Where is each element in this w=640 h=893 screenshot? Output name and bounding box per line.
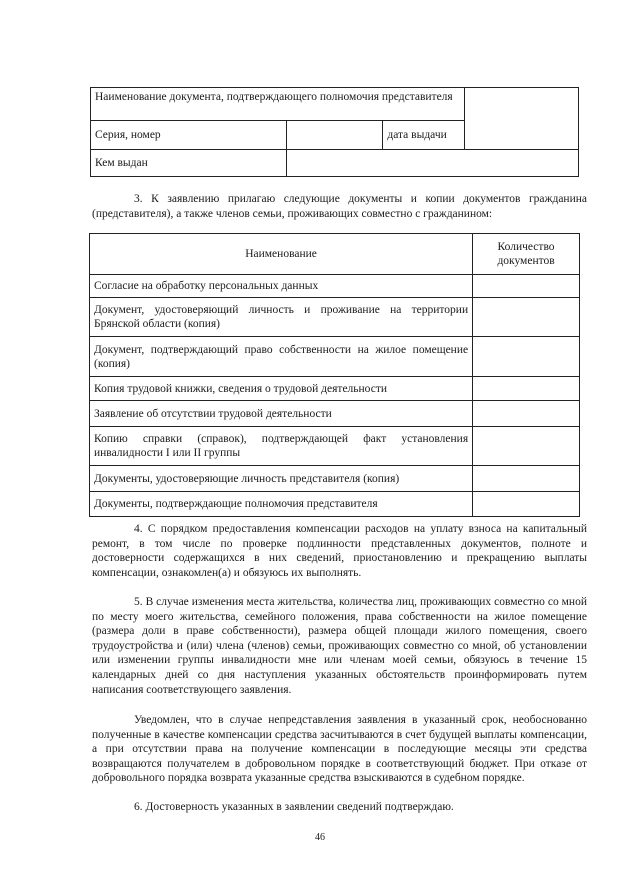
series-number-value[interactable] xyxy=(286,121,383,150)
table-row: Копия трудовой книжки, сведения о трудовой деятельности xyxy=(90,377,473,401)
doc-name-label: Наименование документа, подтверждающего полномочия представителя xyxy=(91,88,465,121)
paragraph-4: 4. С порядком предоставления компенсации расходов на уплату взноса на капитальный ремонт, в том числе по проверке подлинности представленных документов, полноте и достоверности содержащихся в них сведений, приостановлению и прекращению выплаты компенсации, ознакомлен(а) и обязуюсь их выполнять. xyxy=(92,523,587,579)
column-header-count: Количество документов xyxy=(473,234,580,275)
series-number-label: Серия, номер xyxy=(91,121,287,150)
issued-by-label: Кем выдан xyxy=(91,150,287,177)
table-row: Заявление об отсутствии трудовой деятельности xyxy=(90,401,473,427)
issue-date-label: дата выдачи xyxy=(383,121,465,150)
table-row: Документы, удостоверяющие личность представителя (копия) xyxy=(90,466,473,492)
page-number: 46 xyxy=(315,832,325,843)
representative-document-table xyxy=(90,87,579,177)
count-cell[interactable] xyxy=(473,427,580,466)
attached-documents-table xyxy=(89,233,580,517)
table-row: Документ, подтверждающий право собственности на жилое помещение (копия) xyxy=(90,337,473,377)
count-cell[interactable] xyxy=(473,492,580,517)
count-cell[interactable] xyxy=(473,275,580,298)
table-row: Документы, подтверждающие полномочия представителя xyxy=(90,492,473,517)
paragraph-notice: Уведомлен, что в случае непредставления заявления в указанный срок, необоснованно полученные в качестве компенсации средства засчитываются в счет будущей выплаты компенсации, а при отсутствии права на получение компенсации в последующие месяцы эти средства возвращаются получателем в добровольном порядке в соответствующий бюджет. При отказе от добровольного порядка возврата указанные средства взыскиваются в судебном порядке. xyxy=(92,714,587,785)
count-cell[interactable] xyxy=(473,298,580,337)
count-cell[interactable] xyxy=(473,337,580,377)
doc-name-value[interactable] xyxy=(465,88,579,150)
count-cell[interactable] xyxy=(473,466,580,492)
count-cell[interactable] xyxy=(473,377,580,401)
paragraph-6: 6. Достоверность указанных в заявлении сведений подтверждаю. xyxy=(134,801,454,813)
paragraph-5: 5. В случае изменения места жительства, количества лиц, проживающих совместно со мной по месту моего жительства, семейного положения, права собственности на жилое помещение (размера доли в праве собственности), размера общей площади жилого помещения, своего трудоустройства и (или) члена (членов) семьи, проживающих совместно со мной, об установлении или изменении группы инвалидности мне или членам моей семьи, обязуюсь в течение 15 календарных дней со дня наступления указанных обстоятельств проинформировать путем написания соответствующего заявления. xyxy=(92,596,587,696)
paragraph-3: 3. К заявлению прилагаю следующие документы и копии документов гражданина (представителя), а также членов семьи, проживающих совместно с гражданином: xyxy=(92,193,587,220)
table-row: Документ, удостоверяющий личность и проживание на территории Брянской области (копия) xyxy=(90,298,473,337)
count-cell[interactable] xyxy=(473,401,580,427)
column-header-name: Наименование xyxy=(90,234,473,275)
table-row: Согласие на обработку персональных данных xyxy=(90,275,473,298)
issued-by-value[interactable] xyxy=(286,150,578,177)
table-row: Копию справки (справок), подтверждающей факт установления инвалидности I или II группы xyxy=(90,427,473,466)
